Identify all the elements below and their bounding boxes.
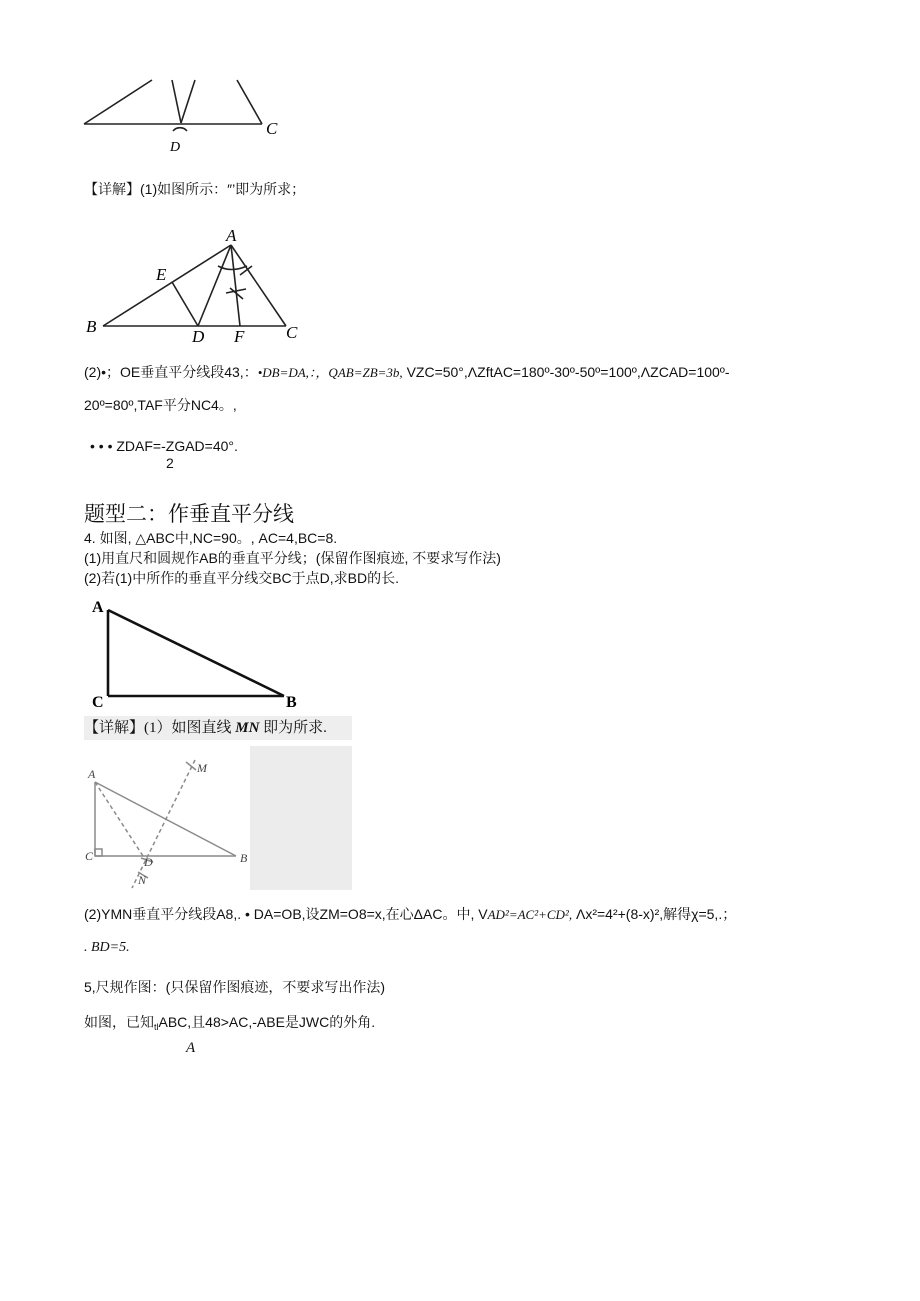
tri3-label-n: N bbox=[138, 873, 147, 887]
solution-4-part-a: (2)YMN垂直平分线段A8,. • DA=OB,设ZM=O8=x,在心ΔAC。中, V bbox=[84, 906, 488, 922]
tri3-label-c: C bbox=[85, 849, 94, 863]
top-label-d: D bbox=[170, 140, 181, 155]
problem-5-title: 5,尺规作图：(只保留作图痕迹，不要求写出作法) bbox=[84, 979, 385, 995]
tri1-label-b: B bbox=[86, 317, 97, 336]
tri2-label-a: A bbox=[92, 599, 104, 616]
tri3-label-b: B bbox=[240, 851, 248, 865]
tri1-label-a: A bbox=[226, 226, 237, 245]
problem-4-part-1: (1)用直尺和圆规作AB的垂直平分线；(保留作图痕迹, 不要求写作法) bbox=[84, 550, 501, 566]
detail-4-prefix: 【详解】(1）如图直线 bbox=[84, 720, 236, 736]
problem-5-subscript: tl bbox=[154, 1022, 159, 1032]
tri3-label-m: M bbox=[197, 761, 207, 775]
top-label-c: C bbox=[266, 119, 278, 138]
detail-1: 【详解】(1)如图所示：″’即为所求； bbox=[84, 181, 306, 197]
problem-5-label-a: A bbox=[186, 1040, 196, 1056]
solution-2-line-2: 20º=80º,TAF平分NC4。, bbox=[84, 397, 237, 413]
tri3-label-a: A bbox=[88, 767, 96, 781]
detail-4-mn: MN bbox=[235, 720, 260, 736]
solution-4-line-1 bbox=[84, 904, 736, 924]
detail-4-suffix: 即为所求. bbox=[259, 720, 327, 736]
tri1-label-e: E bbox=[156, 265, 167, 284]
tri2-label-b: B bbox=[286, 694, 297, 711]
tri2-label-c: C bbox=[92, 694, 104, 711]
solution-4-line-2: . BD=5. bbox=[84, 940, 130, 955]
solution-2-fraction-denominator: 2 bbox=[166, 455, 174, 471]
tri1-label-d: D bbox=[192, 327, 205, 346]
solution-2-part-b: •DB=DA,：，QAB=ZB=3b, bbox=[257, 365, 403, 380]
problem-5-text-start: 如图，已知 bbox=[84, 1014, 154, 1030]
solution-4-part-b: AD²=AC²+CD², bbox=[487, 907, 573, 922]
solution-4-part-c: Λx²=4²+(8-x)²,解得χ=5,.； bbox=[575, 906, 737, 922]
tri1-label-f: F bbox=[234, 327, 245, 346]
tri3-label-d: D bbox=[144, 855, 153, 869]
problem-5-text bbox=[84, 1012, 375, 1032]
section-title: 题型二：作垂直平分线 bbox=[84, 502, 294, 526]
solution-2-part-a: (2)•；OE垂直平分线段43,： bbox=[84, 364, 258, 380]
problem-4-part-2: (2)若(1)中所作的垂直平分线交BC于点D,求BD的长. bbox=[84, 570, 400, 586]
tri1-label-c: C bbox=[286, 323, 298, 342]
problem-4-statement: 4. 如图, △ABC中,NC=90。, AC=4,BC=8. bbox=[84, 530, 338, 546]
solution-2-line-3: • • • ZDAF=-ZGAD=40°. bbox=[90, 438, 238, 454]
solution-2-part-c: VZC=50°,ΛZftAC=180º-30º-50º=100º,ΛZCAD=100º- bbox=[406, 364, 730, 380]
problem-5-text-end: ABC,且48>AC,-ABE是JWC的外角. bbox=[158, 1014, 376, 1030]
